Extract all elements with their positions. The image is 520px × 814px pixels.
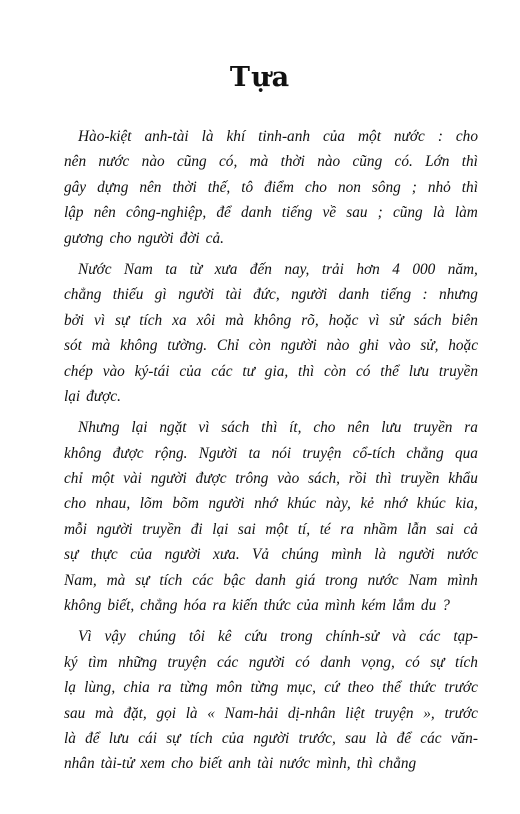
paragraph [64,124,478,251]
text-line: lạ lùng, chia ra từng môn từng mục, cứ theo thể thức trước [64,679,478,697]
text-line: Hào-kiệt anh-tài là khí tinh-anh của một nước : cho [78,128,478,145]
text-line: không được rộng. Người ta nói truyện cổ-tích chẳng qua [64,444,478,462]
text-line: cho nhau, lõm bõm người nhớ khúc này, kẻ nhớ khúc kia, [64,495,478,513]
text-line: chép vào ký-tái của các tư gia, thì còn có thể lưu truyền [64,362,478,380]
text-line: nhân tài-tử xem cho biết anh tài nước mình, thì chẳng [64,755,417,773]
text-line: sự thực của người xưa. Vả chúng mình là người nước [64,546,478,564]
text-line: sót mà không tường. Chỉ còn người nào ghi vào sử, hoặc [64,337,478,355]
text-line: mỗi người truyền đi lại sai một tí, té ra nhầm lẫn sai cả [64,520,478,538]
text-line: chẳng thiếu gì người tài đức, người danh tiếng : nhưng [64,286,478,304]
text-line: ký tìm những truyện các người có danh vọng, có sự tích [64,653,478,671]
text-line: không biết, chẳng hóa ra kiến thức của mình kém lắm du ? [64,597,450,615]
text-line: chỉ một vài người được trông vào sách, rồi thì truyền khẩu [64,470,478,488]
text-line: Nam, mà sự tích các bậc danh giá trong nước Nam mình [64,571,478,589]
text-line: bởi vì sự tích xa xôi mà không rõ, hoặc vì sử sách biên [64,311,478,329]
paragraph [64,415,478,618]
page-title: Tựa [229,62,291,93]
text-line: gương cho người đời cả. [64,229,224,247]
text-line: Vì vậy chúng tôi kê cứu trong chính-sử và các tạp- [78,628,478,646]
text-line: nên nước nào cũng có, mà thời nào cũng có. Lớn thì [64,153,478,171]
paragraph [64,257,478,409]
text-line: là để lưu cái sự tích của người trước, sau là để các văn- [64,729,478,747]
text-line: sau mà đặt, gọi là « Nam-hải dị-nhân liệt truyện », trước [64,704,478,722]
text-line: gây dựng nên thời thế, tô điểm cho non sông ; nhỏ thì [64,178,478,196]
text-line: Nhưng lại ngặt vì sách thì ít, cho nên lưu truyền ra [78,419,478,437]
text-line: lập nên công-nghiệp, để danh tiếng về sau ; cũng là làm [64,204,478,222]
preface-body [64,124,478,783]
paragraph [64,624,478,776]
text-line: Nước Nam ta từ xưa đến nay, trải hơn 4 000 năm, [78,260,478,278]
text-line: lại được. [64,387,121,405]
